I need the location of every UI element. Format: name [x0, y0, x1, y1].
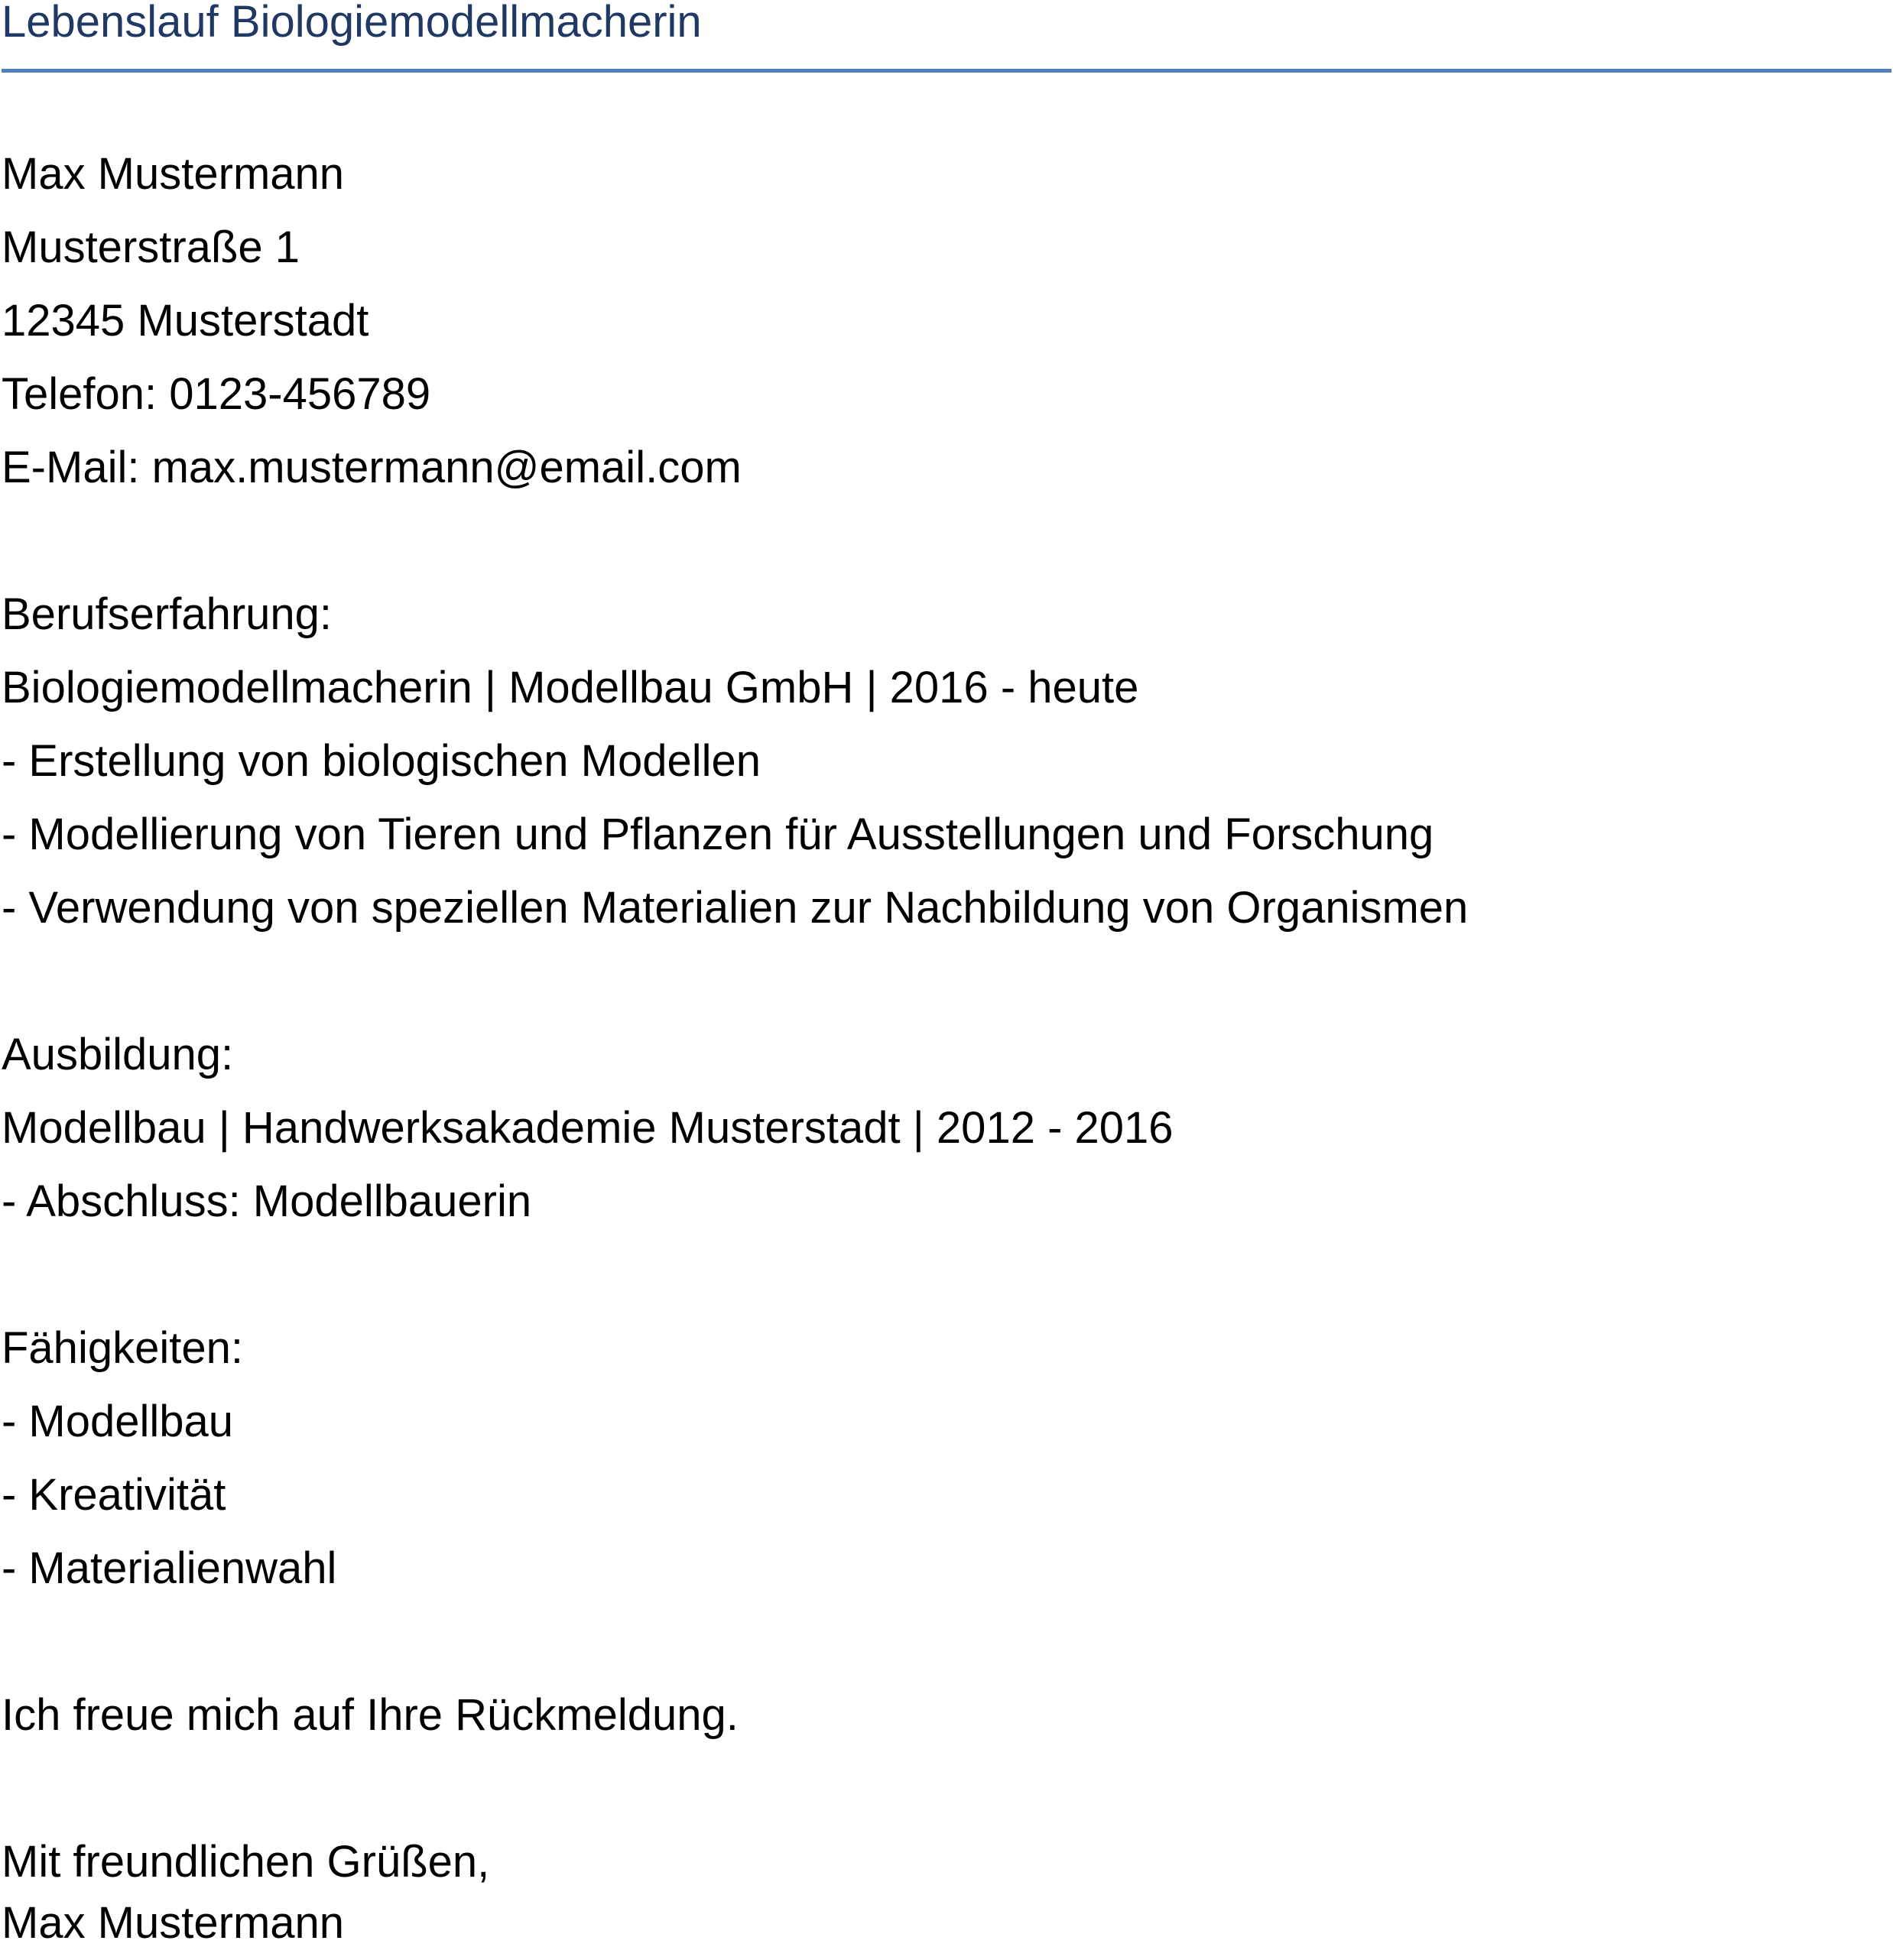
skills-item: - Kreativität [2, 1470, 226, 1520]
contact-phone: Telefon: 0123-456789 [2, 369, 431, 419]
education-entry: Modellbau | Handwerksakademie Musterstadt | 2012 - 2016 [2, 1103, 1174, 1153]
skills-item: - Modellbau [2, 1397, 234, 1446]
experience-item: - Verwendung von speziellen Materialien zur Nachbildung von Organismen [2, 883, 1469, 933]
contact-city: 12345 Musterstadt [2, 296, 369, 346]
contact-email: E-Mail: max.mustermann@email.com [2, 443, 742, 492]
education-item: - Abschluss: Modellbauerin [2, 1176, 532, 1226]
education-heading: Ausbildung: [2, 1030, 234, 1079]
experience-item: - Erstellung von biologischen Modellen [2, 736, 761, 786]
experience-heading: Berufserfahrung: [2, 589, 333, 639]
contact-name: Max Mustermann [2, 149, 345, 199]
closing-salutation: Mit freundlichen Grüßen, [2, 1837, 490, 1887]
title-underline [2, 69, 1891, 73]
experience-item: - Modellierung von Tieren und Pflanzen für Ausstellungen und Forschung [2, 810, 1434, 859]
document-title: Lebenslauf Biologiemodellmacherin [2, 0, 702, 47]
contact-street: Musterstraße 1 [2, 222, 300, 272]
experience-position: Biologiemodellmacherin | Modellbau GmbH | 2016 - heute [2, 663, 1139, 712]
skills-item: - Materialienwahl [2, 1543, 337, 1593]
closing-text: Ich freue mich auf Ihre Rückmeldung. [2, 1690, 739, 1740]
closing-signature: Max Mustermann [2, 1898, 345, 1948]
skills-heading: Fähigkeiten: [2, 1323, 243, 1373]
